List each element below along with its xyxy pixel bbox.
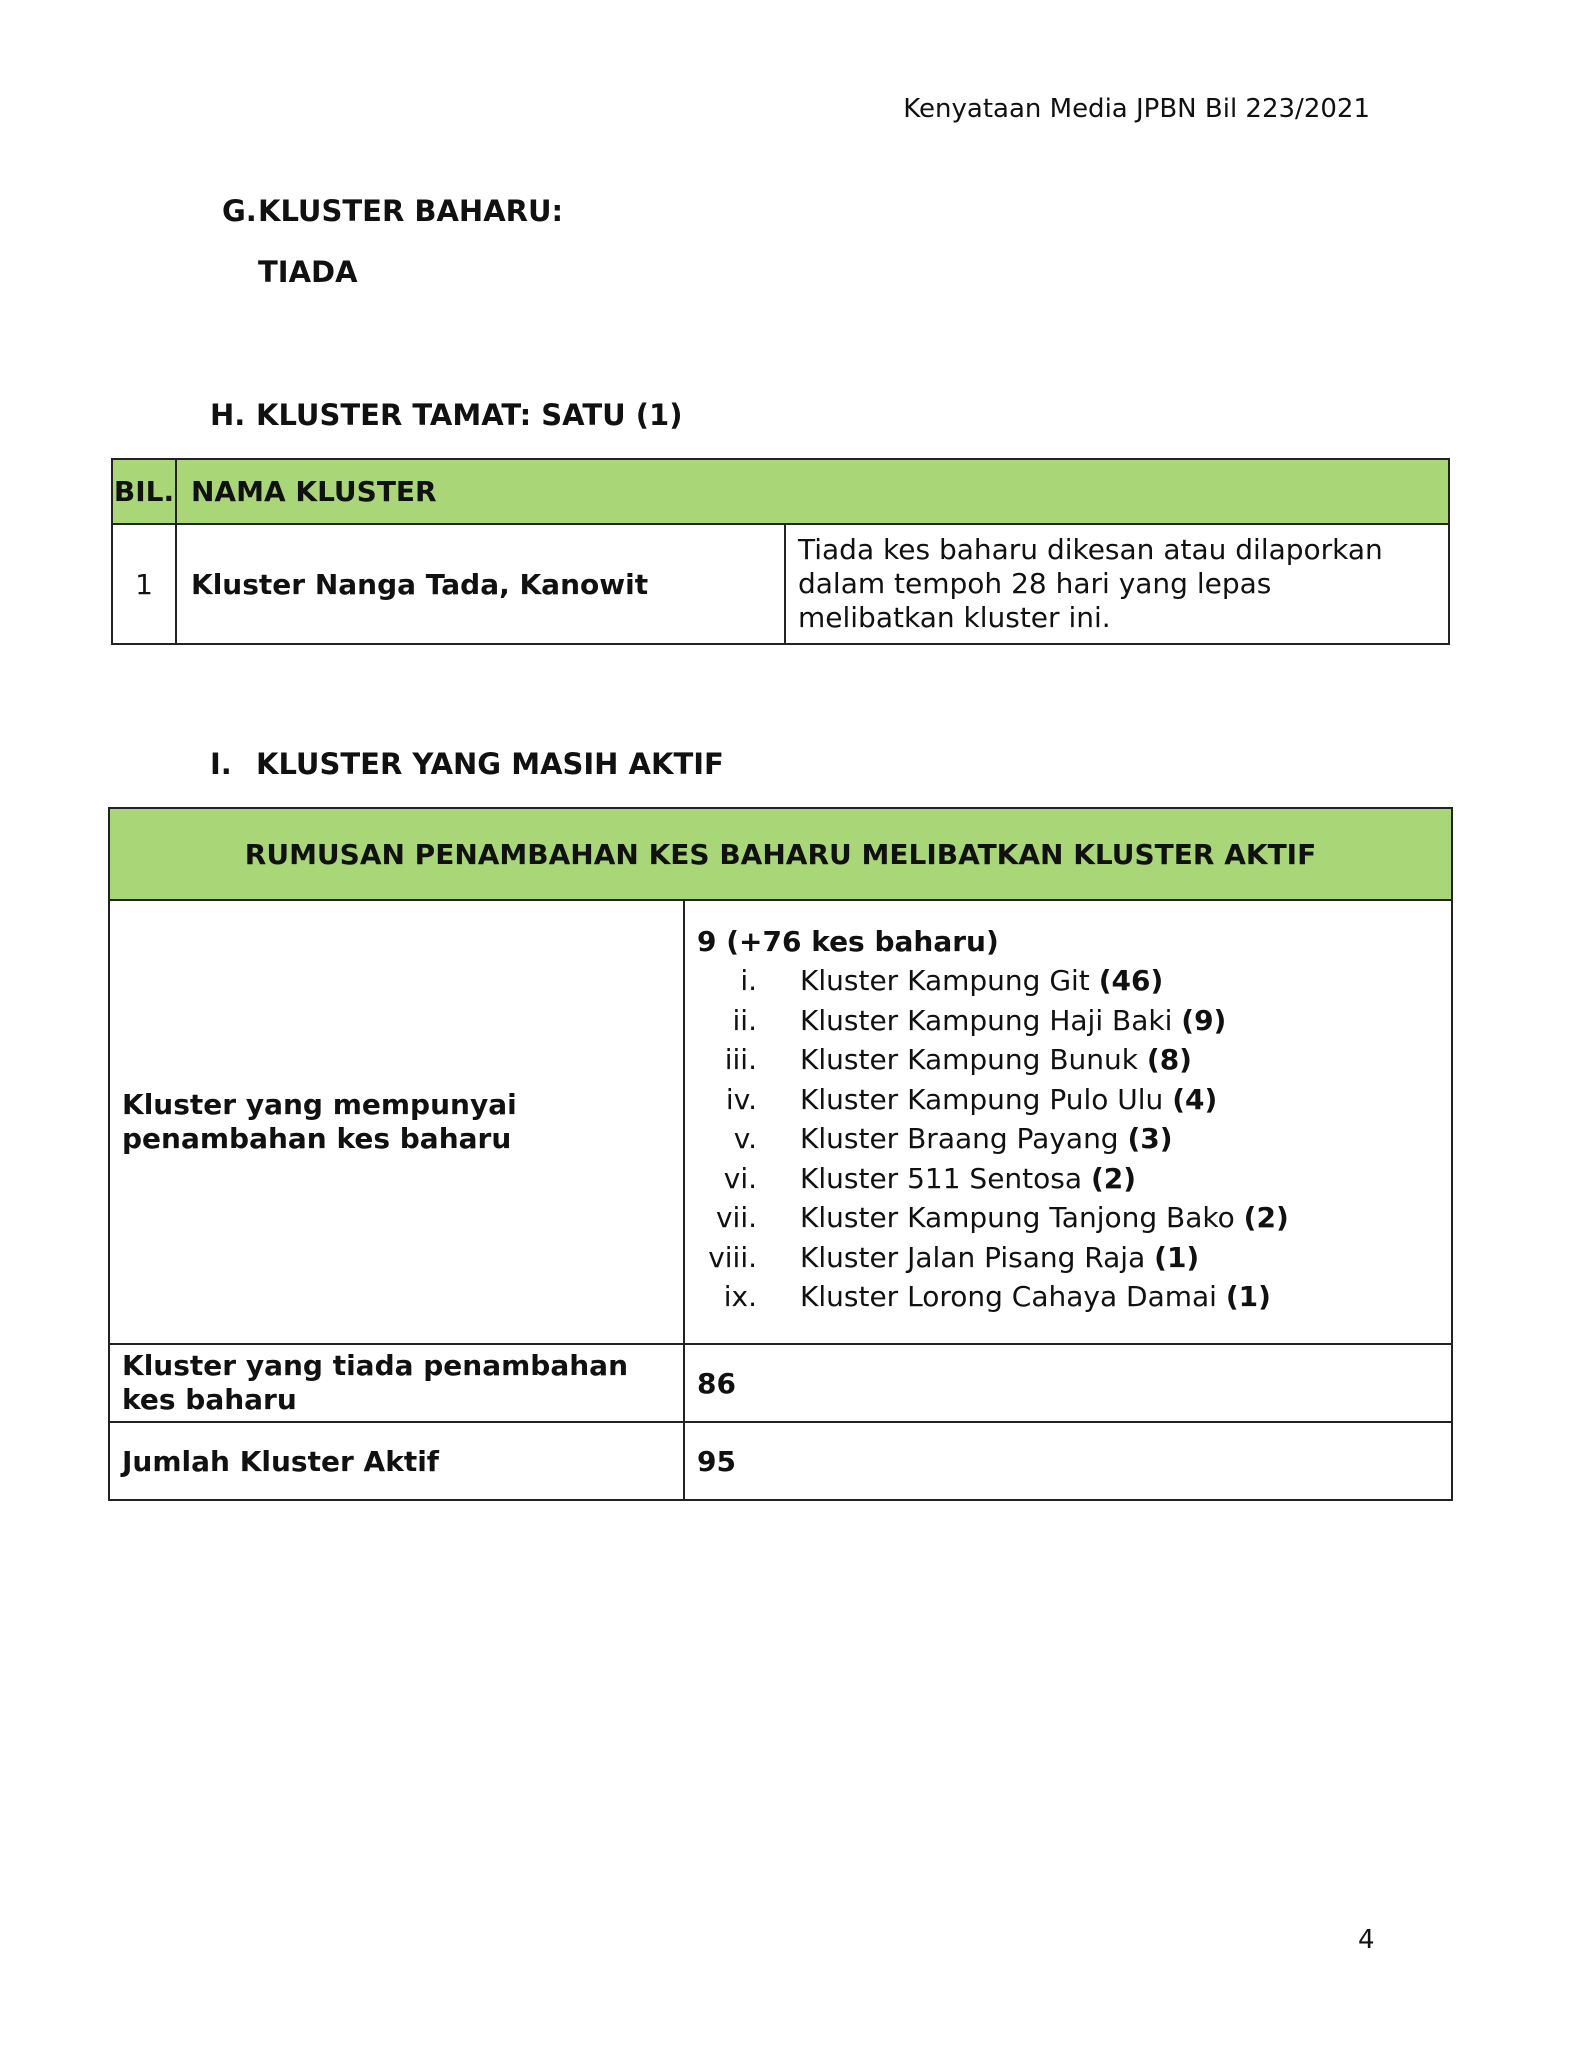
list-item: viii. Kluster Jalan Pisang Raja (1) xyxy=(708,1240,1200,1274)
row-label-total-active: Jumlah Kluster Aktif xyxy=(109,1422,684,1500)
row-cluster-name: Kluster Nanga Tada, Kanowit xyxy=(176,524,785,644)
section-g-body: TIADA xyxy=(258,255,358,289)
document-reference: Kenyataan Media JPBN Bil 223/2021 xyxy=(903,94,1370,124)
active-cluster-header: RUMUSAN PENAMBAHAN KES BAHARU MELIBATKAN KLUSTER AKTIF xyxy=(109,808,1452,900)
ended-cluster-header-row xyxy=(112,459,1449,524)
list-item: vii. Kluster Kampung Tanjong Bako (2) xyxy=(715,1201,1289,1235)
header-nama-kluster: NAMA KLUSTER xyxy=(176,459,1449,524)
section-h-title: KLUSTER TAMAT: SATU (1) xyxy=(256,398,683,432)
row-cluster-description: Tiada kes baharu dikesan atau dilaporkan dalam tempoh 28 hari yang lepas melibatkan kluster ini. xyxy=(785,524,1449,644)
section-i-title: KLUSTER YANG MASIH AKTIF xyxy=(256,747,724,781)
section-g-heading xyxy=(222,194,563,228)
section-i-letter: I. xyxy=(210,747,232,781)
section-h-letter: H. xyxy=(210,398,246,432)
row-label-no-new-cases: Kluster yang tiada penambahan kes baharu xyxy=(109,1344,684,1422)
list-item: iii. Kluster Kampung Bunuk (8) xyxy=(724,1043,1192,1077)
table-row xyxy=(112,524,1449,644)
table-row xyxy=(109,1344,1452,1422)
list-item: ii. Kluster Kampung Haji Baki (9) xyxy=(732,1003,1227,1037)
row-value-no-new-cases: 86 xyxy=(684,1344,1452,1422)
header-bil: BIL. xyxy=(112,459,176,524)
list-item: iv. Kluster Kampung Pulo Ulu (4) xyxy=(725,1082,1218,1116)
row-bil: 1 xyxy=(112,524,176,644)
section-h-heading xyxy=(210,398,682,432)
table-row xyxy=(109,900,1452,1344)
list-item: vi. Kluster 511 Sentosa (2) xyxy=(723,1161,1137,1195)
list-item: ix. Kluster Lorong Cahaya Damai (1) xyxy=(723,1280,1271,1314)
section-g-letter: G. xyxy=(222,194,257,228)
active-cluster-header-row xyxy=(109,808,1452,900)
page-number: 4 xyxy=(1358,1925,1375,1955)
section-i-heading xyxy=(210,747,724,781)
row-label-with-new-cases: Kluster yang mempunyai penambahan kes baharu xyxy=(109,900,684,1344)
new-cases-summary: 9 (+76 kes baharu) xyxy=(697,925,999,958)
active-cluster-table xyxy=(108,807,1453,1501)
row-value-total-active: 95 xyxy=(684,1422,1452,1500)
list-item: v. Kluster Braang Payang (3) xyxy=(733,1122,1173,1156)
list-item: i. Kluster Kampung Git (46) xyxy=(740,964,1164,998)
section-g-title: KLUSTER BAHARU: xyxy=(258,194,564,228)
cluster-list-cell xyxy=(684,900,1452,1344)
cluster-list xyxy=(697,961,1439,1317)
table-row xyxy=(109,1422,1452,1500)
ended-cluster-table xyxy=(111,458,1450,645)
